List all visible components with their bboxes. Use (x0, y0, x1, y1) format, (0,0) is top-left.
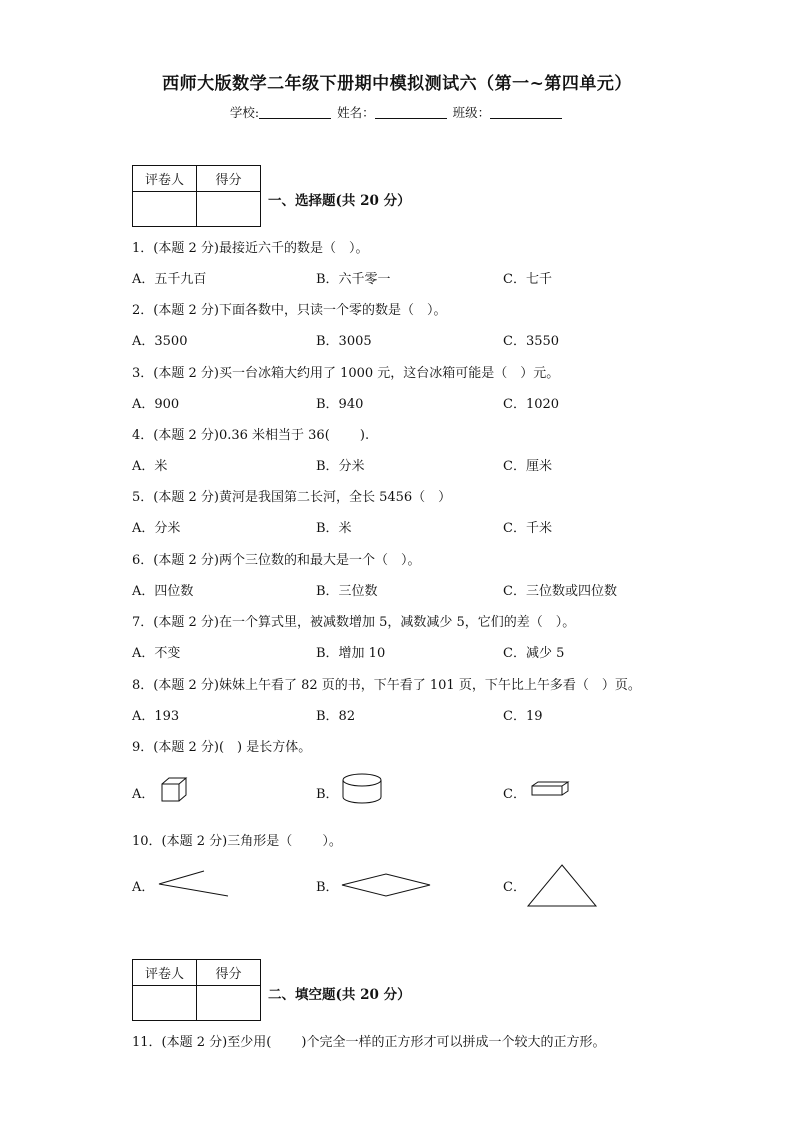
score-box-grader-cell[interactable] (133, 192, 197, 227)
q1-option-b[interactable]: B．六千零一 (316, 272, 391, 287)
open-angle-icon[interactable] (156, 869, 232, 899)
q1-option-a[interactable]: A．五千九百 (132, 272, 207, 287)
q7-option-c[interactable]: C．减少 5 (503, 646, 565, 661)
q4-option-a[interactable]: A．米 (132, 459, 168, 474)
question-11: 11．(本题 2 分)至少用( )个完全一样的正方形才可以拼成一个较大的正方形。 (132, 1035, 606, 1050)
section-title: 二、填空题(共 20 分） (268, 987, 411, 1003)
score-box-section-2 (132, 959, 261, 1021)
class-blank[interactable] (490, 106, 562, 119)
section-title: 一、选择题(共 20 分） (268, 193, 411, 209)
q8-option-b[interactable]: B．82 (316, 709, 356, 724)
q10-option-b[interactable]: B． (316, 880, 339, 895)
q7-option-a[interactable]: A．不变 (132, 646, 181, 661)
name-label: 姓名： (337, 105, 375, 120)
student-info-line (0, 103, 794, 121)
question-10: 10．(本题 2 分)三角形是（ ）。 (132, 834, 342, 849)
school-label: 学校: (229, 105, 260, 120)
rhombus-icon[interactable] (340, 872, 432, 898)
score-box-section-1 (132, 165, 261, 227)
q9-option-c[interactable]: C． (503, 787, 526, 802)
q7-option-b[interactable]: B．增加 10 (316, 646, 386, 661)
score-box-score-header: 得分 (197, 960, 261, 986)
score-box-score-header: 得分 (197, 166, 261, 192)
q9-option-a[interactable]: A． (132, 787, 155, 802)
q2-option-c[interactable]: C．3550 (503, 334, 560, 349)
question-4: 4．(本题 2 分)0.36 米相当于 36( ). (132, 428, 370, 443)
score-box-grader-header: 评卷人 (133, 166, 197, 192)
score-box-score-cell[interactable] (197, 986, 261, 1021)
cylinder-icon[interactable] (341, 772, 383, 806)
q2-option-a[interactable]: A．3500 (132, 334, 188, 349)
question-7: 7．(本题 2 分)在一个算式里，被减数增加 5，减数减少 5，它们的差（ ）。 (132, 615, 576, 630)
q5-option-c[interactable]: C．千米 (503, 521, 552, 536)
class-label: 班级： (452, 105, 491, 120)
q8-option-c[interactable]: C．19 (503, 709, 543, 724)
q9-option-b[interactable]: B． (316, 787, 339, 802)
q4-option-c[interactable]: C．厘米 (503, 459, 552, 474)
question-1: 1．(本题 2 分)最接近六千的数是（ ）。 (132, 241, 369, 256)
q2-option-b[interactable]: B．3005 (316, 334, 372, 349)
cuboid-icon[interactable] (530, 780, 570, 798)
score-box-score-cell[interactable] (197, 192, 261, 227)
score-box-grader-cell[interactable] (133, 986, 197, 1021)
q4-option-b[interactable]: B．分米 (316, 459, 365, 474)
q10-option-a[interactable]: A． (132, 880, 155, 895)
q3-option-b[interactable]: B．940 (316, 397, 364, 412)
q6-option-a[interactable]: A．四位数 (132, 584, 194, 599)
q5-option-a[interactable]: A．分米 (132, 521, 181, 536)
q5-option-b[interactable]: B．米 (316, 521, 352, 536)
q3-option-a[interactable]: A．900 (132, 397, 180, 412)
question-6: 6．(本题 2 分)两个三位数的和最大是一个（ ）。 (132, 553, 421, 568)
page-title: 西师大版数学二年级下册期中模拟测试六（第一~第四单元） (162, 74, 632, 94)
q3-option-c[interactable]: C．1020 (503, 397, 560, 412)
name-blank[interactable] (375, 106, 447, 119)
q6-option-c[interactable]: C．三位数或四位数 (503, 584, 617, 599)
question-2: 2．(本题 2 分)下面各数中，只读一个零的数是（ ）。 (132, 303, 447, 318)
q6-option-b[interactable]: B．三位数 (316, 584, 378, 599)
question-3: 3．(本题 2 分)买一台冰箱大约用了 1000 元，这台冰箱可能是（ ）元。 (132, 366, 560, 381)
cube-icon[interactable] (160, 776, 188, 804)
question-5: 5．(本题 2 分)黄河是我国第二长河，全长 5456（ ） (132, 490, 452, 505)
school-blank[interactable] (259, 106, 331, 119)
q1-option-c[interactable]: C．七千 (503, 272, 552, 287)
score-box-grader-header: 评卷人 (133, 960, 197, 986)
q10-option-c[interactable]: C． (503, 880, 526, 895)
question-8: 8．(本题 2 分)妹妹上午看了 82 页的书，下午看了 101 页，下午比上午多看（ ）页。 (132, 678, 641, 693)
triangle-icon[interactable] (526, 863, 598, 909)
question-9: 9．(本题 2 分)( ) 是长方体。 (132, 740, 312, 755)
q8-option-a[interactable]: A．193 (132, 709, 180, 724)
